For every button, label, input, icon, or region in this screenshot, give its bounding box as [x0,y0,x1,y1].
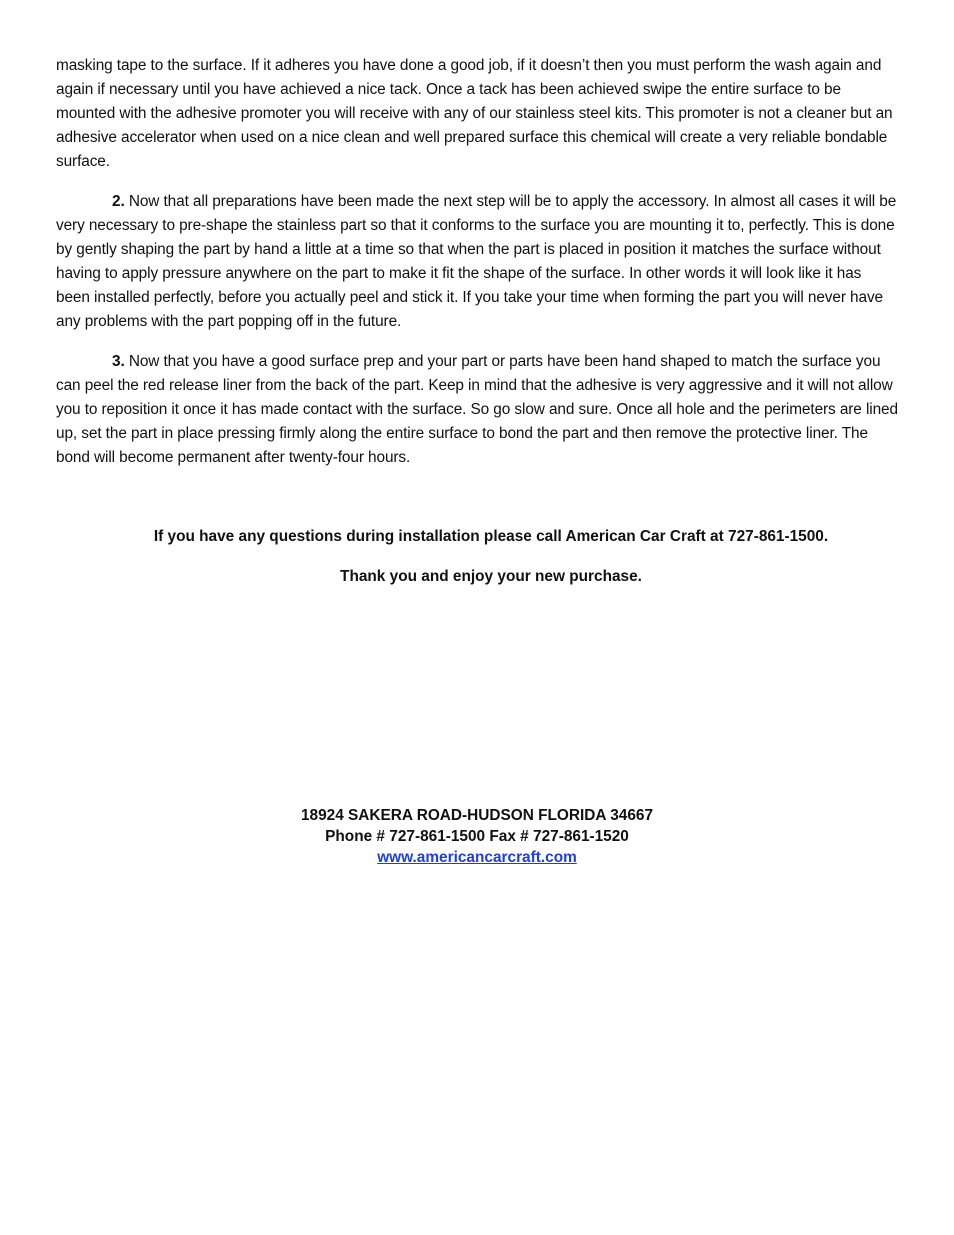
step-3-number: 3. [112,353,125,370]
document-body [56,54,898,486]
paragraph-intro [56,54,898,174]
step-2-number: 2. [112,193,125,210]
call-notice: If you have any questions during installation please call American Car Craft at 727-861-1500. [153,528,829,545]
paragraph-intro-text: masking tape to the surface. If it adheres you have done a good job, if it doesn’t then you must perform the wash again and again if necessary until you have achieved a nice tack. Once a tack has been achieved swipe the entire surface to be mounted with the adhesive promoter you will receive with any of our stainless steel kits. This promoter is not a cleaner but an adhesive accelerator when used on a nice clean and well prepared surface this chemical will create a very reliable bondable surface. [56,57,893,170]
footer-address: 18924 SAKERA ROAD-HUDSON FLORIDA 34667 [300,807,654,824]
contact-footer [0,805,954,868]
website-link[interactable]: www.americancarcraft.com [377,849,577,866]
step-3-text: Now that you have a good surface prep and your part or parts have been hand shaped to match the surface you can peel the red release liner from the back of the part. Keep in mind that the adhesive is very aggressive and it will not allow you to reposition it once it has made contact with the surface. So go slow and sure. Once all hole and the perimeters are lined up, set the part in place pressing firmly along the entire surface to bond the part and then remove the protective liner. The bond will become permanent after twenty-four hours. [56,353,898,466]
step-2-text: Now that all preparations have been made the next step will be to apply the accessory. In almost all cases it will be very necessary to pre-shape the stainless part so that it conforms to the surface you are mounting it to, perfectly. This is done by gently shaping the part by hand a little at a time so that when the part is placed in position it matches the surface without having to apply pressure anywhere on the part to make it fit the shape of the surface. In other words it will look like it has been installed perfectly, before you actually peel and stick it. If you take your time when forming the part you will never have any problems with the part popping off in the future. [56,193,897,330]
thanks-notice: Thank you and enjoy your new purchase. [340,568,642,585]
paragraph-step-3 [56,350,898,470]
paragraph-step-2 [56,190,898,334]
footer-phone-fax: Phone # 727-861-1500 Fax # 727-861-1520 [325,828,629,845]
